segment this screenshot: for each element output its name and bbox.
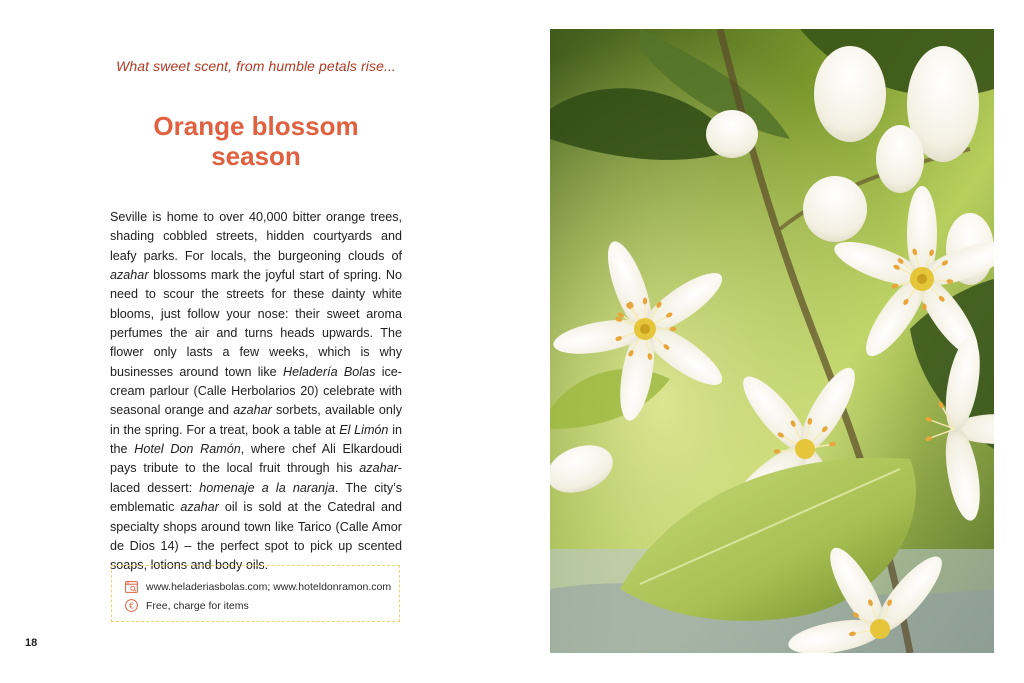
info-box [111,565,400,622]
body-italic-segment: homenaje a la naranja [199,480,335,495]
price-text: Free, charge for items [146,599,249,612]
body-segment: ice-cream parlour (Calle Herbolarios 20) celebrate with seasonal orange and [110,364,402,418]
body-italic-segment: azahar [359,461,398,476]
body-italic-segment: Heladería Bolas [282,364,376,379]
body-segment: . The city’s emblematic [110,480,402,515]
body-segment: -laced dessert: [110,461,402,495]
page-title [110,111,402,171]
browser-icon [124,580,138,594]
body-italic-segment: azahar [180,500,219,515]
body-segment: blossoms mark the joyful start of spring. No need to scour the streets for these dainty white blooms, just follow your nose: their sweet aroma perfumes the air and turns heads upwards. The flower only lasts a few weeks, which is why businesses around town like [110,268,402,379]
body-segment: oil is sold at the Catedral and specialty shops around town like Tarico (Calle Amor de Dios 14) – the perfect spot to pick up scented soaps, lotions and body oils. [110,500,403,573]
euro-icon [124,599,138,613]
body-segment: sorbets, available only in the spring. For a treat, book a table at [110,403,403,437]
orange-blossom-photo [550,29,994,653]
title-line-1: Orange blossom [153,111,359,141]
websites-link[interactable]: www.heladeriasbolas.com; www.hoteldonramon.com [146,580,392,593]
body-paragraph [110,208,402,576]
info-row-price [124,596,399,615]
svg-text:€: € [128,601,134,611]
tagline: What sweet scent, from humble petals rise... [116,58,396,74]
body-text [110,208,402,576]
page-number: 18 [25,637,38,649]
body-segment: Seville is home to over 40,000 bitter orange trees, shading cobbled streets, hidden courtyards and leafy parks. For locals, the burgeoning clouds of [110,210,402,263]
body-italic-segment: azahar [110,268,149,283]
body-italic-segment: El Limón [339,422,389,437]
body-segment: in the [110,422,402,457]
body-segment: , where chef Ali Elkardoudi pays tribute to the local fruit through his [110,442,402,476]
title-line-2: season [211,141,301,171]
body-italic-segment: azahar [233,403,272,418]
info-row-websites [124,577,399,596]
body-italic-segment: Hotel Don Ramón [134,442,241,457]
